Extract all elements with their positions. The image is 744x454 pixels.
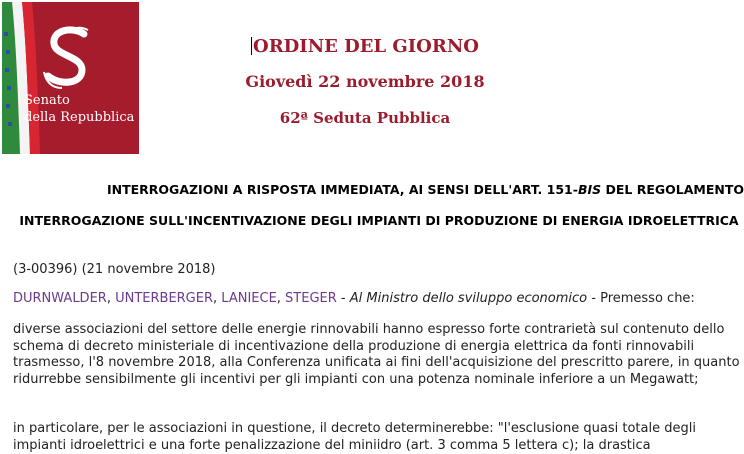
interrogation-reference: (3-00396) (21 novembre 2018) bbox=[13, 262, 216, 277]
authors-line bbox=[13, 291, 695, 308]
logo-line-1: Senato bbox=[24, 93, 70, 108]
senato-emblem-icon bbox=[32, 24, 112, 96]
logo-text bbox=[24, 92, 134, 126]
author-separator: , bbox=[276, 291, 286, 306]
ministry-recipient: Al Ministro dello sviluppo economico bbox=[349, 291, 588, 306]
page-title bbox=[200, 36, 530, 58]
session-date: Giovedì 22 novembre 2018 bbox=[245, 72, 485, 91]
section-title-pre: INTERROGAZIONI A RISPOSTA IMMEDIATA, AI SENSI DELL'ART. 151- bbox=[107, 182, 578, 197]
document-header bbox=[200, 36, 530, 128]
author-separator: , bbox=[106, 291, 116, 306]
paragraph-1: diverse associazioni del settore delle energie rinnovabili hanno espresso forte contrarietà sul contenuto dello schema di decreto ministeriale di incentivazione della produzione di energia elettrica da fonti rinnovabili trasmesso, l'8 novembre 2018, alla Conferenza unificata ai fini dell'acquisizione del prescritto parere, in quanto ridurrebbe sensibilmente gli incentivi per gli impianti con una potenza nominale inferiore a un Megawatt; bbox=[13, 322, 740, 387]
author-link[interactable]: LANIECE bbox=[221, 291, 277, 306]
author-link[interactable]: DURNWALDER bbox=[13, 291, 107, 306]
author-link[interactable]: STEGER bbox=[285, 291, 337, 306]
senato-logo bbox=[2, 2, 139, 154]
page-title-text: ORDINE DEL GIORNO bbox=[253, 36, 479, 57]
section-subtitle: INTERROGAZIONE SULL'INCENTIVAZIONE DEGLI IMPIANTI DI PRODUZIONE DI ENERGIA IDROELETTRICA bbox=[19, 213, 739, 228]
text-cursor bbox=[251, 37, 252, 55]
paragraph-2: in particolare, per le associazioni in questione, il decreto determinerebbe: "l'esclusione quasi totale degli impianti idroelettrici e una forte penalizzazione del miniidro (art. 3 comma 5 lettera c); la drastica bbox=[13, 421, 696, 453]
author-separator: , bbox=[213, 291, 222, 306]
dash-separator: - bbox=[336, 291, 350, 306]
intro-text: - Premesso che: bbox=[587, 291, 695, 306]
session-number: 62ª Seduta Pubblica bbox=[279, 109, 451, 127]
section-title-post: DEL REGOLAMENTO bbox=[601, 182, 744, 197]
author-link[interactable]: UNTERBERGER bbox=[115, 291, 214, 306]
logo-line-2: della Repubblica bbox=[24, 110, 135, 125]
section-title-italic: BIS bbox=[577, 182, 602, 197]
section-title bbox=[0, 182, 744, 197]
